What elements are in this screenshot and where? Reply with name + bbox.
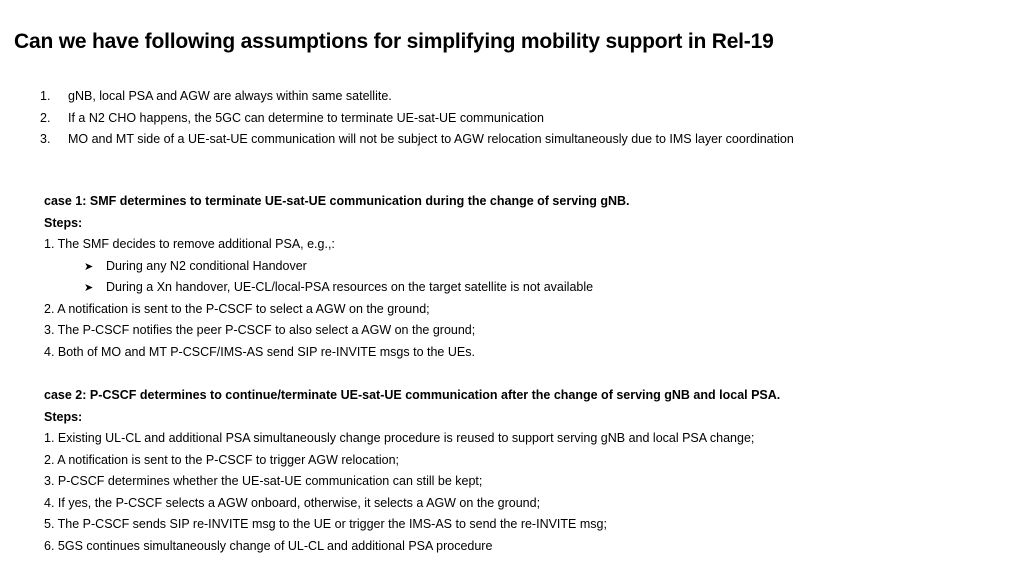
case-2-block (44, 385, 780, 557)
assumption-item (40, 86, 794, 108)
assumption-text: If a N2 CHO happens, the 5GC can determine to terminate UE-sat-UE communication (68, 110, 544, 125)
case-1-step-4: 4. Both of MO and MT P-CSCF/IMS-AS send SIP re-INVITE msgs to the UEs. (44, 344, 475, 359)
case-1-step-1: 1. The SMF decides to remove additional PSA, e.g.,: (44, 237, 335, 251)
slide-title: Can we have following assumptions for simplifying mobility support in Rel-19 (14, 30, 774, 53)
case-1-heading: case 1: SMF determines to terminate UE-sat-UE communication during the change of serving gNB. (44, 194, 630, 208)
case-1-block (44, 191, 630, 363)
case-2-step: 1. Existing UL-CL and additional PSA simultaneously change procedure is reused to support serving gNB and local PSA change; (44, 431, 755, 445)
assumption-number: 3. (40, 132, 51, 146)
assumption-text: MO and MT side of a UE-sat-UE communication will not be subject to AGW relocation simultaneously due to IMS layer coordination (68, 132, 794, 146)
case-1-steps-label: Steps: (44, 215, 83, 230)
assumption-number: 2. (40, 110, 51, 125)
case-2-heading: case 2: P-CSCF determines to continue/terminate UE-sat-UE communication after the change of serving gNB and local PSA. (44, 388, 781, 402)
case-1-bullet (44, 256, 630, 278)
case-2-steps-label: Steps: (44, 409, 83, 424)
assumptions-list (40, 86, 794, 151)
case-2-step: 4. If yes, the P-CSCF selects a AGW onboard, otherwise, it selects a AGW on the ground; (44, 495, 541, 510)
case-1-step-3: 3. The P-CSCF notifies the peer P-CSCF to also select a AGW on the ground; (44, 323, 476, 337)
case-1-bullet-text: During a Xn handover, UE-CL/local-PSA resources on the target satellite is not available (106, 280, 594, 294)
assumption-number: 1. (40, 89, 51, 103)
assumption-item (40, 108, 794, 130)
assumption-text: gNB, local PSA and AGW are always within same satellite. (68, 89, 392, 103)
case-2-step: 2. A notification is sent to the P-CSCF to trigger AGW relocation; (44, 452, 400, 467)
case-2-step: 6. 5GS continues simultaneously change of UL-CL and additional PSA procedure (44, 538, 493, 553)
case-2-step: 3. P-CSCF determines whether the UE-sat-UE communication can still be kept; (44, 474, 483, 488)
arrow-bullet-icon: ➤ (84, 282, 94, 294)
case-2-step: 5. The P-CSCF sends SIP re-INVITE msg to the UE or trigger the IMS-AS to send the re-INVITE msg; (44, 517, 607, 531)
case-1-bullet (44, 277, 630, 299)
assumption-item (40, 129, 794, 151)
arrow-bullet-icon: ➤ (84, 260, 94, 273)
case-1-step-2: 2. A notification is sent to the P-CSCF to select a AGW on the ground; (44, 301, 430, 316)
case-1-bullet-text: During any N2 conditional Handover (106, 258, 307, 273)
